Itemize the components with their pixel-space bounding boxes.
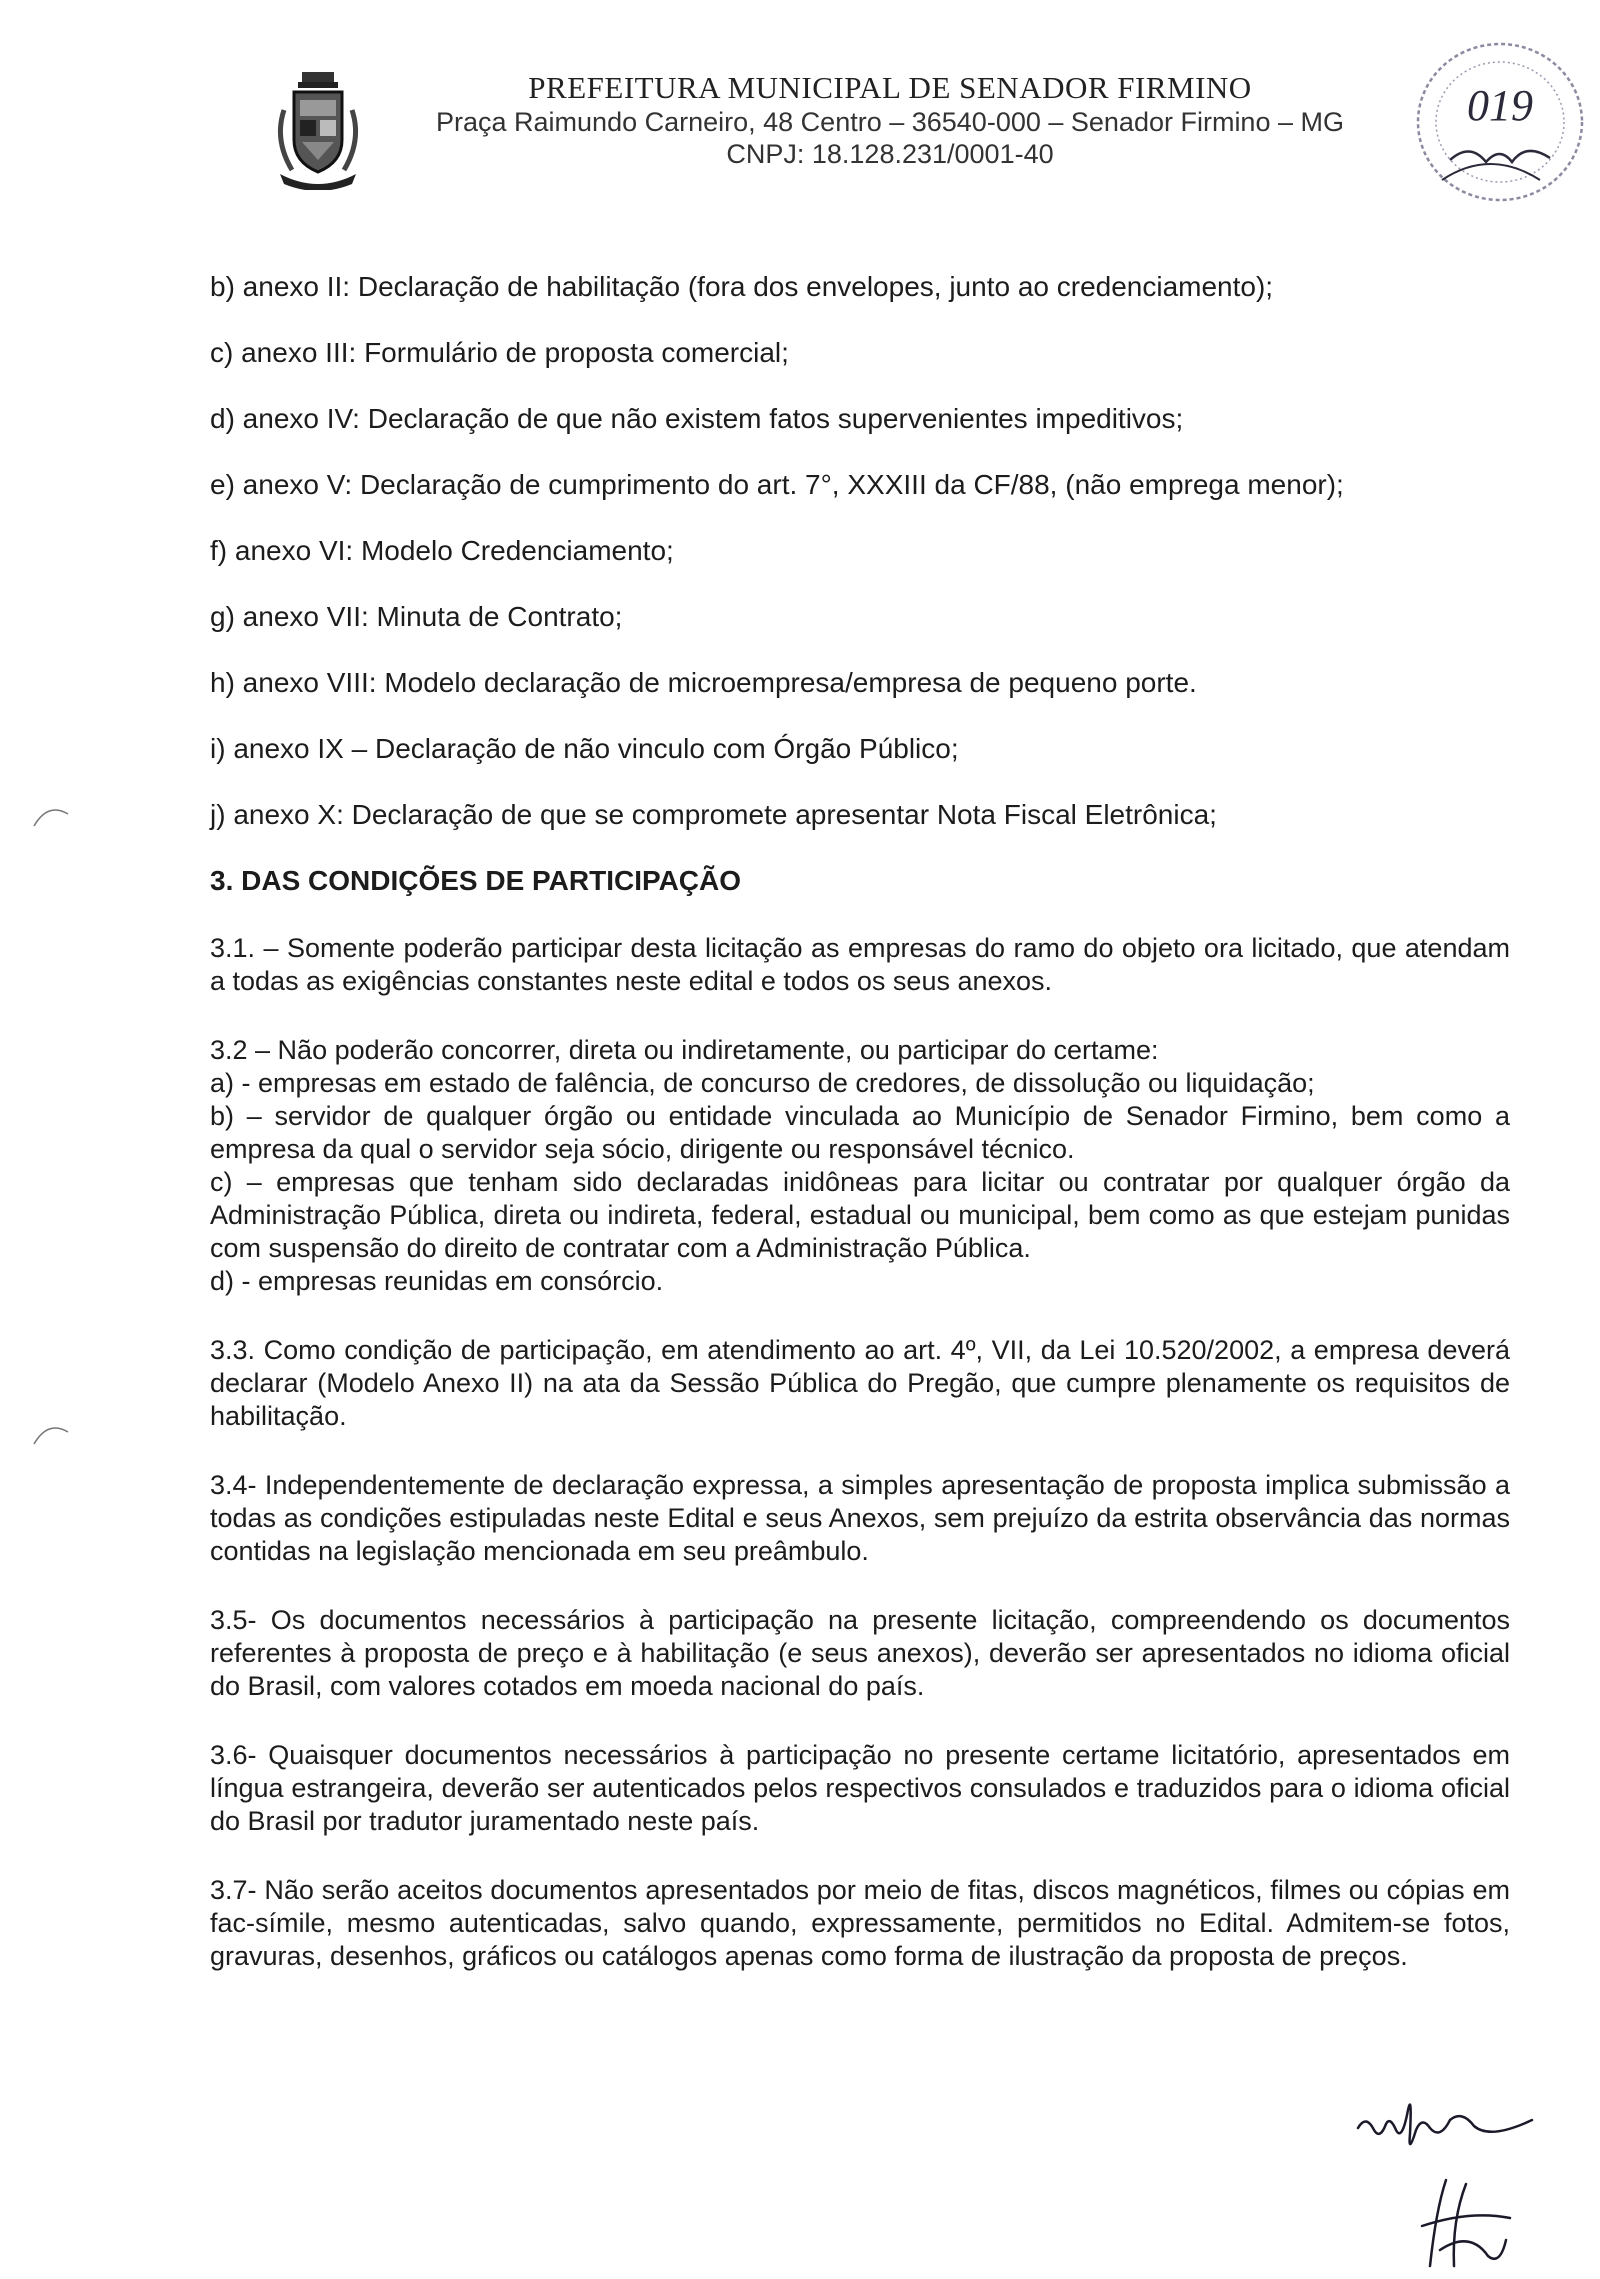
annex-item-e: e) anexo V: Declaração de cumprimento do art. 7°, XXXIII da CF/88, (não emprega menor); bbox=[210, 469, 1344, 500]
section-heading: 3. DAS CONDIÇÕES DE PARTICIPAÇÃO bbox=[210, 865, 742, 896]
margin-mark-icon bbox=[30, 1418, 70, 1448]
annex-item-b: b) anexo II: Declaração de habilitação (fora dos envelopes, junto ao credenciamento); bbox=[210, 271, 1274, 302]
annex-item-g: g) anexo VII: Minuta de Contrato; bbox=[210, 601, 623, 632]
paragraph-3-5: 3.5- Os documentos necessários à participação na presente licitação, compreendendo os documentos referentes à proposta de preço e à habilitação (e seus anexos), deverão ser apresentados no idioma oficial do Brasil, com valores cotados em moeda nacional do país. bbox=[210, 1605, 1510, 1701]
annex-item-c: c) anexo III: Formulário de proposta comercial; bbox=[210, 337, 789, 368]
paragraph-3-7: 3.7- Não serão aceitos documentos apresentados por meio de fitas, discos magnéticos, filmes ou cópias em fac-símile, mesmo autenticadas, salvo quando, expressamente, permitidos no Edital. Admitem-se fotos, gravuras, desenhos, gráficos ou catálogos apenas como forma de ilustração da proposta de preços. bbox=[210, 1875, 1510, 1971]
annex-item-f: f) anexo VI: Modelo Credenciamento; bbox=[210, 535, 674, 566]
paragraph-3-2-b: b) – servidor de qualquer órgão ou entidade vinculada ao Município de Senador Firmino, bem como a empresa da qual o servidor seja sócio, dirigente ou responsável técnico. bbox=[210, 1101, 1510, 1164]
annex-item-i: i) anexo IX – Declaração de não vinculo com Órgão Público; bbox=[210, 733, 959, 764]
letterhead bbox=[380, 70, 1400, 170]
paragraph-3-2-a: a) - empresas em estado de falência, de concurso de credores, de dissolução ou liquidação; bbox=[210, 1068, 1315, 1098]
paragraph-3-6: 3.6- Quaisquer documentos necessários à participação no presente certame licitatório, apresentados em língua estrangeira, deverão ser autenticados pelos respectivos consulados e traduzidos para o idioma oficial do Brasil por tradutor juramentado neste país. bbox=[210, 1740, 1510, 1836]
letterhead-cnpj: CNPJ: 18.128.231/0001-40 bbox=[726, 139, 1054, 169]
municipal-crest-icon bbox=[272, 70, 364, 190]
letterhead-title: PREFEITURA MUNICIPAL DE SENADOR FIRMINO bbox=[528, 70, 1252, 105]
paragraph-3-1: 3.1. – Somente poderão participar desta licitação as empresas do ramo do objeto ora licitado, que atendam a todas as exigências constantes neste edital e todos os seus anexos. bbox=[210, 933, 1510, 996]
document-body bbox=[210, 270, 1510, 2009]
letterhead-address: Praça Raimundo Carneiro, 48 Centro – 36540-000 – Senador Firmino – MG bbox=[436, 107, 1344, 137]
annex-item-d: d) anexo IV: Declaração de que não existem fatos supervenientes impeditivos; bbox=[210, 403, 1184, 434]
margin-mark-icon bbox=[30, 800, 70, 830]
paragraph-3-2-d: d) - empresas reunidas em consórcio. bbox=[210, 1266, 664, 1296]
paragraph-3-4: 3.4- Independentemente de declaração expressa, a simples apresentação de proposta implica submissão a todas as condições estipuladas neste Edital e seus Anexos, sem prejuízo da estrita observância das normas contidas na legislação mencionada em seu preâmbulo. bbox=[210, 1470, 1510, 1566]
paragraph-3-2-intro: 3.2 – Não poderão concorrer, direta ou indiretamente, ou participar do certame: bbox=[210, 1035, 1159, 1065]
annex-item-j: j) anexo X: Declaração de que se compromete apresentar Nota Fiscal Eletrônica; bbox=[210, 799, 1217, 830]
paragraph-3-2-c: c) – empresas que tenham sido declaradas inidôneas para licitar ou contratar por qualquer órgão da Administração Pública, direta ou indireta, federal, estadual ou municipal, bem como as que estejam punidas com suspensão do direito de contratar com a Administração Pública. bbox=[210, 1167, 1510, 1263]
paragraph-3-2 bbox=[210, 1034, 1510, 1298]
paragraph-3-3: 3.3. Como condição de participação, em atendimento ao art. 4º, VII, da Lei 10.520/2002, a empresa deverá declarar (Modelo Anexo II) na ata da Sessão Pública do Pregão, que cumpre plenamente os requisitos de habilitação. bbox=[210, 1335, 1510, 1431]
stamp-number: 019 bbox=[1467, 81, 1533, 130]
handwritten-rubric-icon bbox=[1410, 2170, 1520, 2270]
handwritten-signature-icon bbox=[1350, 2080, 1540, 2160]
annex-item-h: h) anexo VIII: Modelo declaração de microempresa/empresa de pequeno porte. bbox=[210, 667, 1197, 698]
page-number-stamp bbox=[1400, 30, 1590, 210]
